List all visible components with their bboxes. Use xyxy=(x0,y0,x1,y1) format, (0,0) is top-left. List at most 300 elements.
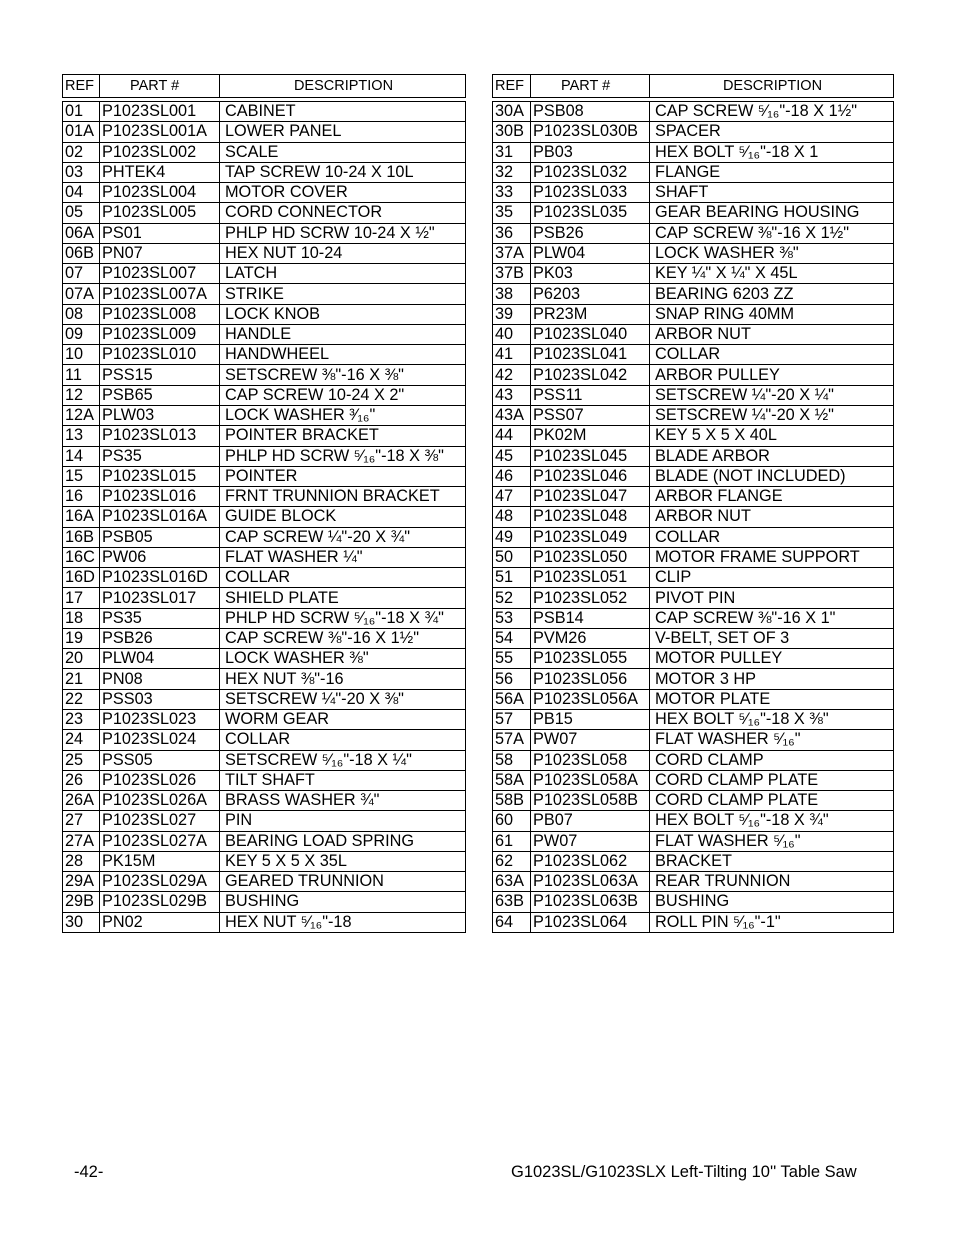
part-number-cell: P1023SL046 xyxy=(531,466,650,486)
part-number-cell: P1023SL045 xyxy=(531,446,650,466)
description-cell: HEX BOLT ⁵⁄₁₆"-18 X ¾" xyxy=(650,811,894,831)
part-number-cell: P1023SL042 xyxy=(531,365,650,385)
part-number-cell: P1023SL050 xyxy=(531,547,650,567)
description-cell: POINTER BRACKET xyxy=(220,426,466,446)
document-title: G1023SL/G1023SLX Left-Tilting 10'' Table Saw xyxy=(511,1163,857,1181)
table-row xyxy=(63,102,466,122)
description-cell: KEY 5 X 5 X 40L xyxy=(650,426,894,446)
table-row xyxy=(493,669,894,689)
ref-cell: 21 xyxy=(63,669,100,689)
description-cell: COLLAR xyxy=(220,568,466,588)
part-number-cell: P1023SL027A xyxy=(100,831,220,851)
part-number-cell: P1023SL058 xyxy=(531,750,650,770)
description-cell: SHAFT xyxy=(650,183,894,203)
description-cell: SCALE xyxy=(220,142,466,162)
ref-cell: 29A xyxy=(63,872,100,892)
table-row xyxy=(63,446,466,466)
part-number-cell: PB15 xyxy=(531,709,650,729)
ref-cell: 47 xyxy=(493,487,531,507)
ref-cell: 45 xyxy=(493,446,531,466)
description-cell: GUIDE BLOCK xyxy=(220,507,466,527)
description-cell: SETSCREW ¼"-20 X ½" xyxy=(650,405,894,425)
part-number-cell: P1023SL030B xyxy=(531,122,650,142)
ref-cell: 58A xyxy=(493,770,531,790)
ref-cell: 41 xyxy=(493,345,531,365)
ref-cell: 13 xyxy=(63,426,100,446)
ref-cell: 30B xyxy=(493,122,531,142)
ref-cell: 16 xyxy=(63,487,100,507)
ref-cell: 43 xyxy=(493,385,531,405)
description-cell: LOWER PANEL xyxy=(220,122,466,142)
description-cell: MOTOR COVER xyxy=(220,183,466,203)
part-number-cell: PN07 xyxy=(100,243,220,263)
part-number-cell: P1023SL029A xyxy=(100,872,220,892)
ref-cell: 40 xyxy=(493,324,531,344)
table-row xyxy=(493,345,894,365)
description-cell: BRASS WASHER ¾" xyxy=(220,791,466,811)
table-row xyxy=(493,102,894,122)
header-part: PART # xyxy=(100,75,220,98)
ref-cell: 52 xyxy=(493,588,531,608)
table-row xyxy=(63,568,466,588)
table-row xyxy=(63,466,466,486)
part-number-cell: PN08 xyxy=(100,669,220,689)
ref-cell: 16D xyxy=(63,568,100,588)
part-number-cell: P1023SL052 xyxy=(531,588,650,608)
ref-cell: 31 xyxy=(493,142,531,162)
table-row xyxy=(63,426,466,446)
ref-cell: 55 xyxy=(493,649,531,669)
ref-cell: 57A xyxy=(493,730,531,750)
description-cell: REAR TRUNNION xyxy=(650,872,894,892)
ref-cell: 58B xyxy=(493,791,531,811)
parts-table-left xyxy=(62,74,466,933)
part-number-cell: P1023SL056A xyxy=(531,689,650,709)
table-row xyxy=(493,851,894,871)
ref-cell: 07A xyxy=(63,284,100,304)
ref-cell: 16A xyxy=(63,507,100,527)
table-row xyxy=(493,588,894,608)
ref-cell: 11 xyxy=(63,365,100,385)
table-row xyxy=(493,608,894,628)
ref-cell: 30 xyxy=(63,912,100,932)
ref-cell: 33 xyxy=(493,183,531,203)
table-row xyxy=(493,385,894,405)
part-number-cell: PVM26 xyxy=(531,628,650,648)
ref-cell: 24 xyxy=(63,730,100,750)
table-row xyxy=(63,669,466,689)
ref-cell: 36 xyxy=(493,223,531,243)
ref-cell: 44 xyxy=(493,426,531,446)
description-cell: LOCK WASHER ³⁄₁₆" xyxy=(220,405,466,425)
description-cell: PHLP HD SCRW ⁵⁄₁₆"-18 X ⅜" xyxy=(220,446,466,466)
ref-cell: 29B xyxy=(63,892,100,912)
part-number-cell: P1023SL064 xyxy=(531,912,650,932)
table-row xyxy=(63,284,466,304)
header-ref: REF xyxy=(493,75,531,98)
part-number-cell: P1023SL016A xyxy=(100,507,220,527)
description-cell: KEY ¼" X ¼" X 45L xyxy=(650,264,894,284)
part-number-cell: PSB05 xyxy=(100,527,220,547)
table-row xyxy=(63,628,466,648)
part-number-cell: P1023SL026 xyxy=(100,770,220,790)
table-row xyxy=(63,365,466,385)
ref-cell: 61 xyxy=(493,831,531,851)
table-row xyxy=(63,487,466,507)
ref-cell: 08 xyxy=(63,304,100,324)
description-cell: KEY 5 X 5 X 35L xyxy=(220,851,466,871)
table-row xyxy=(63,912,466,932)
part-number-cell: PK15M xyxy=(100,851,220,871)
description-cell: BEARING LOAD SPRING xyxy=(220,831,466,851)
ref-cell: 30A xyxy=(493,102,531,122)
part-number-cell: P1023SL023 xyxy=(100,709,220,729)
table-row xyxy=(63,183,466,203)
part-number-cell: P1023SL041 xyxy=(531,345,650,365)
ref-cell: 56 xyxy=(493,669,531,689)
ref-cell: 06A xyxy=(63,223,100,243)
ref-cell: 16B xyxy=(63,527,100,547)
description-cell: BLADE (NOT INCLUDED) xyxy=(650,466,894,486)
table-row xyxy=(493,872,894,892)
table-row xyxy=(63,142,466,162)
table-row xyxy=(493,264,894,284)
part-number-cell: P1023SL008 xyxy=(100,304,220,324)
description-cell: BEARING 6203 ZZ xyxy=(650,284,894,304)
part-number-cell: PR23M xyxy=(531,304,650,324)
table-row xyxy=(63,649,466,669)
table-row xyxy=(63,405,466,425)
parts-table-right-body xyxy=(493,102,894,933)
ref-cell: 27A xyxy=(63,831,100,851)
ref-cell: 58 xyxy=(493,750,531,770)
ref-cell: 22 xyxy=(63,689,100,709)
table-row xyxy=(63,223,466,243)
table-row xyxy=(493,628,894,648)
ref-cell: 43A xyxy=(493,405,531,425)
ref-cell: 01A xyxy=(63,122,100,142)
description-cell: CABINET xyxy=(220,102,466,122)
table-row xyxy=(493,709,894,729)
description-cell: COLLAR xyxy=(650,527,894,547)
description-cell: HANDLE xyxy=(220,324,466,344)
table-row xyxy=(63,588,466,608)
description-cell: CORD CLAMP PLATE xyxy=(650,791,894,811)
description-cell: HEX NUT ⁵⁄₁₆"-18 xyxy=(220,912,466,932)
ref-cell: 12A xyxy=(63,405,100,425)
table-row xyxy=(63,851,466,871)
ref-cell: 18 xyxy=(63,608,100,628)
part-number-cell: P1023SL029B xyxy=(100,892,220,912)
description-cell: POINTER xyxy=(220,466,466,486)
part-number-cell: PK02M xyxy=(531,426,650,446)
table-row xyxy=(493,365,894,385)
part-number-cell: P1023SL004 xyxy=(100,183,220,203)
ref-cell: 26 xyxy=(63,770,100,790)
part-number-cell: P1023SL013 xyxy=(100,426,220,446)
part-number-cell: PLW04 xyxy=(100,649,220,669)
part-number-cell: P1023SL063B xyxy=(531,892,650,912)
part-number-cell: PW07 xyxy=(531,730,650,750)
table-row xyxy=(493,831,894,851)
ref-cell: 54 xyxy=(493,628,531,648)
table-row xyxy=(63,304,466,324)
description-cell: SPACER xyxy=(650,122,894,142)
table-row xyxy=(63,709,466,729)
ref-cell: 01 xyxy=(63,102,100,122)
table-row xyxy=(63,345,466,365)
description-cell: CORD CLAMP PLATE xyxy=(650,770,894,790)
description-cell: GEAR BEARING HOUSING xyxy=(650,203,894,223)
part-number-cell: P1023SL058A xyxy=(531,770,650,790)
part-number-cell: PSS11 xyxy=(531,385,650,405)
ref-cell: 03 xyxy=(63,162,100,182)
part-number-cell: P6203 xyxy=(531,284,650,304)
part-number-cell: P1023SL032 xyxy=(531,162,650,182)
table-row xyxy=(493,912,894,932)
ref-cell: 28 xyxy=(63,851,100,871)
part-number-cell: PK03 xyxy=(531,264,650,284)
table-row xyxy=(493,892,894,912)
part-number-cell: P1023SL056 xyxy=(531,669,650,689)
ref-cell: 60 xyxy=(493,811,531,831)
description-cell: BUSHING xyxy=(650,892,894,912)
ref-cell: 51 xyxy=(493,568,531,588)
ref-cell: 53 xyxy=(493,608,531,628)
description-cell: CAP SCREW ¼"-20 X ¾" xyxy=(220,527,466,547)
part-number-cell: P1023SL047 xyxy=(531,487,650,507)
description-cell: SETSCREW ¼"-20 X ⅜" xyxy=(220,689,466,709)
description-cell: GEARED TRUNNION xyxy=(220,872,466,892)
ref-cell: 14 xyxy=(63,446,100,466)
description-cell: BUSHING xyxy=(220,892,466,912)
table-row xyxy=(63,770,466,790)
ref-cell: 04 xyxy=(63,183,100,203)
part-number-cell: PSS03 xyxy=(100,689,220,709)
header-description: DESCRIPTION xyxy=(220,75,466,98)
part-number-cell: P1023SL049 xyxy=(531,527,650,547)
description-cell: FLAT WASHER ⁵⁄₁₆" xyxy=(650,831,894,851)
ref-cell: 25 xyxy=(63,750,100,770)
table-row xyxy=(63,791,466,811)
ref-cell: 05 xyxy=(63,203,100,223)
description-cell: CAP SCREW 10-24 X 2" xyxy=(220,385,466,405)
description-cell: CLIP xyxy=(650,568,894,588)
description-cell: ARBOR PULLEY xyxy=(650,365,894,385)
description-cell: SHIELD PLATE xyxy=(220,588,466,608)
ref-cell: 35 xyxy=(493,203,531,223)
description-cell: COLLAR xyxy=(650,345,894,365)
ref-cell: 06B xyxy=(63,243,100,263)
ref-cell: 42 xyxy=(493,365,531,385)
description-cell: MOTOR PULLEY xyxy=(650,649,894,669)
table-row xyxy=(63,527,466,547)
table-row xyxy=(493,466,894,486)
description-cell: ARBOR FLANGE xyxy=(650,487,894,507)
table-row xyxy=(63,162,466,182)
description-cell: CAP SCREW ⅜"-16 X 1" xyxy=(650,608,894,628)
table-row xyxy=(63,264,466,284)
part-number-cell: P1023SL009 xyxy=(100,324,220,344)
parts-table-right xyxy=(492,74,894,933)
part-number-cell: P1023SL051 xyxy=(531,568,650,588)
table-header-row xyxy=(493,75,894,98)
description-cell: CORD CLAMP xyxy=(650,750,894,770)
ref-cell: 37A xyxy=(493,243,531,263)
description-cell: CAP SCREW ⁵⁄₁₆"-18 X 1½" xyxy=(650,102,894,122)
part-number-cell: PSB26 xyxy=(531,223,650,243)
part-number-cell: P1023SL016 xyxy=(100,487,220,507)
header-part: PART # xyxy=(531,75,650,98)
parts-table-left-body xyxy=(63,102,466,933)
description-cell: TAP SCREW 10-24 X 10L xyxy=(220,162,466,182)
header-ref: REF xyxy=(63,75,100,98)
table-row xyxy=(493,730,894,750)
part-number-cell: P1023SL040 xyxy=(531,324,650,344)
table-row xyxy=(63,507,466,527)
table-row xyxy=(63,203,466,223)
table-row xyxy=(493,527,894,547)
ref-cell: 37B xyxy=(493,264,531,284)
table-header-row xyxy=(63,75,466,98)
description-cell: MOTOR 3 HP xyxy=(650,669,894,689)
description-cell: ARBOR NUT xyxy=(650,507,894,527)
description-cell: PIVOT PIN xyxy=(650,588,894,608)
table-row xyxy=(63,547,466,567)
ref-cell: 26A xyxy=(63,791,100,811)
description-cell: FLAT WASHER ¼" xyxy=(220,547,466,567)
ref-cell: 63A xyxy=(493,872,531,892)
description-cell: V-BELT, SET OF 3 xyxy=(650,628,894,648)
description-cell: WORM GEAR xyxy=(220,709,466,729)
part-number-cell: P1023SL001A xyxy=(100,122,220,142)
description-cell: LOCK WASHER ⅜" xyxy=(650,243,894,263)
part-number-cell: P1023SL007A xyxy=(100,284,220,304)
table-row xyxy=(493,284,894,304)
description-cell: BRACKET xyxy=(650,851,894,871)
ref-cell: 64 xyxy=(493,912,531,932)
part-number-cell: P1023SL015 xyxy=(100,466,220,486)
part-number-cell: P1023SL001 xyxy=(100,102,220,122)
part-number-cell: PS35 xyxy=(100,446,220,466)
part-number-cell: PSS07 xyxy=(531,405,650,425)
part-number-cell: PSB65 xyxy=(100,385,220,405)
table-row xyxy=(63,243,466,263)
ref-cell: 07 xyxy=(63,264,100,284)
ref-cell: 48 xyxy=(493,507,531,527)
page-number: -42- xyxy=(74,1163,104,1181)
ref-cell: 23 xyxy=(63,709,100,729)
description-cell: COLLAR xyxy=(220,730,466,750)
table-row xyxy=(493,405,894,425)
description-cell: BLADE ARBOR xyxy=(650,446,894,466)
part-number-cell: PW07 xyxy=(531,831,650,851)
ref-cell: 20 xyxy=(63,649,100,669)
description-cell: SETSCREW ⅜"-16 X ⅜" xyxy=(220,365,466,385)
table-row xyxy=(63,831,466,851)
ref-cell: 16C xyxy=(63,547,100,567)
description-cell: STRIKE xyxy=(220,284,466,304)
description-cell: HEX BOLT ⁵⁄₁₆"-18 X 1 xyxy=(650,142,894,162)
part-number-cell: PSS15 xyxy=(100,365,220,385)
table-row xyxy=(63,730,466,750)
part-number-cell: P1023SL010 xyxy=(100,345,220,365)
part-number-cell: PW06 xyxy=(100,547,220,567)
description-cell: SETSCREW ⁵⁄₁₆"-18 X ¼" xyxy=(220,750,466,770)
table-row xyxy=(493,203,894,223)
description-cell: LOCK KNOB xyxy=(220,304,466,324)
ref-cell: 50 xyxy=(493,547,531,567)
table-row xyxy=(493,426,894,446)
part-number-cell: PLW04 xyxy=(531,243,650,263)
ref-cell: 19 xyxy=(63,628,100,648)
ref-cell: 46 xyxy=(493,466,531,486)
table-row xyxy=(63,811,466,831)
ref-cell: 38 xyxy=(493,284,531,304)
part-number-cell: P1023SL058B xyxy=(531,791,650,811)
table-row xyxy=(493,750,894,770)
table-row xyxy=(493,487,894,507)
description-cell: SETSCREW ¼"-20 X ¼" xyxy=(650,385,894,405)
table-row xyxy=(493,162,894,182)
description-cell: MOTOR PLATE xyxy=(650,689,894,709)
ref-cell: 27 xyxy=(63,811,100,831)
description-cell: LOCK WASHER ⅜" xyxy=(220,649,466,669)
part-number-cell: P1023SL027 xyxy=(100,811,220,831)
ref-cell: 02 xyxy=(63,142,100,162)
table-row xyxy=(493,243,894,263)
description-cell: HEX NUT 10-24 xyxy=(220,243,466,263)
part-number-cell: PSB26 xyxy=(100,628,220,648)
part-number-cell: PS01 xyxy=(100,223,220,243)
table-row xyxy=(493,304,894,324)
part-number-cell: PSB08 xyxy=(531,102,650,122)
ref-cell: 12 xyxy=(63,385,100,405)
description-cell: PHLP HD SCRW ⁵⁄₁₆"-18 X ¾" xyxy=(220,608,466,628)
header-description: DESCRIPTION xyxy=(650,75,894,98)
table-row xyxy=(493,689,894,709)
table-row xyxy=(493,183,894,203)
table-row xyxy=(493,446,894,466)
description-cell: TILT SHAFT xyxy=(220,770,466,790)
description-cell: MOTOR FRAME SUPPORT xyxy=(650,547,894,567)
description-cell: CORD CONNECTOR xyxy=(220,203,466,223)
table-row xyxy=(63,122,466,142)
table-row xyxy=(63,750,466,770)
table-row xyxy=(63,872,466,892)
table-row xyxy=(63,892,466,912)
ref-cell: 10 xyxy=(63,345,100,365)
part-number-cell: P1023SL005 xyxy=(100,203,220,223)
table-row xyxy=(63,324,466,344)
description-cell: CAP SCREW ⅜"-16 X 1½" xyxy=(220,628,466,648)
part-number-cell: PHTEK4 xyxy=(100,162,220,182)
ref-cell: 09 xyxy=(63,324,100,344)
part-number-cell: PS35 xyxy=(100,608,220,628)
table-row xyxy=(493,324,894,344)
ref-cell: 49 xyxy=(493,527,531,547)
ref-cell: 63B xyxy=(493,892,531,912)
table-row xyxy=(493,568,894,588)
part-number-cell: PSB14 xyxy=(531,608,650,628)
table-row xyxy=(63,385,466,405)
description-cell: FLANGE xyxy=(650,162,894,182)
table-row xyxy=(493,122,894,142)
description-cell: SNAP RING 40MM xyxy=(650,304,894,324)
part-number-cell: PN02 xyxy=(100,912,220,932)
description-cell: FLAT WASHER ⁵⁄₁₆" xyxy=(650,730,894,750)
description-cell: HEX NUT ⅜"-16 xyxy=(220,669,466,689)
